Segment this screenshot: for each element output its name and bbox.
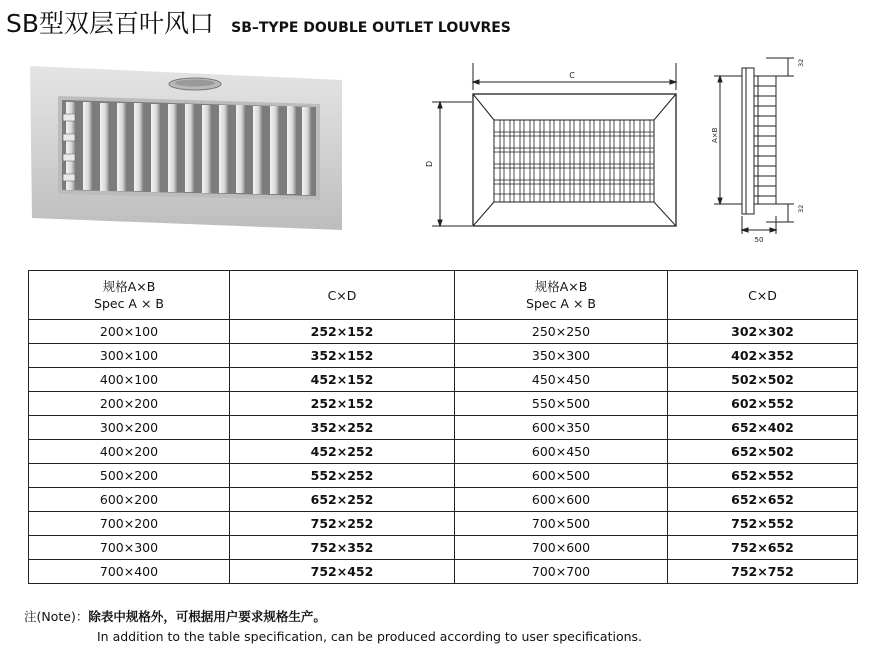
table-cell: 550×500	[455, 392, 668, 416]
side-view-drawing	[700, 56, 810, 246]
front-view-drawing	[424, 60, 694, 240]
table-cell: 600×450	[455, 440, 668, 464]
table-cell: 652×252	[230, 488, 455, 512]
header-spec-left	[29, 271, 230, 320]
dim-d-label: D	[425, 160, 434, 167]
table-cell: 752×452	[230, 560, 455, 584]
table-cell: 300×200	[29, 416, 230, 440]
dim-depth-label: 50	[754, 236, 764, 244]
page-title	[6, 4, 511, 40]
table-cell: 700×600	[455, 536, 668, 560]
table-cell: 700×300	[29, 536, 230, 560]
table-cell: 600×350	[455, 416, 668, 440]
table-cell: 400×100	[29, 368, 230, 392]
table-cell: 700×500	[455, 512, 668, 536]
header-spec-left-en: Spec A × B	[94, 296, 164, 311]
header-cxd-left: C×D	[230, 271, 455, 320]
table-cell: 300×100	[29, 344, 230, 368]
table-cell: 752×352	[230, 536, 455, 560]
dim-bottom-label: 32	[797, 204, 805, 213]
table-cell: 252×152	[230, 320, 455, 344]
table-cell: 352×252	[230, 416, 455, 440]
table-row	[29, 320, 858, 344]
table-cell: 502×502	[668, 368, 858, 392]
table-row	[29, 368, 858, 392]
dim-axb-label: A×B	[711, 127, 719, 143]
table-cell: 652×502	[668, 440, 858, 464]
table-cell: 402×352	[668, 344, 858, 368]
dim-c-label: C	[569, 71, 575, 80]
table-cell: 600×600	[455, 488, 668, 512]
table-cell: 350×300	[455, 344, 668, 368]
header-spec-right-en: Spec A × B	[526, 296, 596, 311]
table-cell: 500×200	[29, 464, 230, 488]
table-cell: 450×450	[455, 368, 668, 392]
table-header-row	[29, 271, 858, 320]
title-chinese: SB型双层百叶风口	[6, 9, 215, 38]
table-cell: 452×252	[230, 440, 455, 464]
table-cell: 200×200	[29, 392, 230, 416]
table-cell: 652×652	[668, 488, 858, 512]
header-spec-right	[455, 271, 668, 320]
header-spec-left-cn: 规格A×B	[102, 279, 156, 294]
table-cell: 700×400	[29, 560, 230, 584]
table-row	[29, 512, 858, 536]
table-cell: 652×552	[668, 464, 858, 488]
spec-table	[28, 270, 858, 584]
table-cell: 600×200	[29, 488, 230, 512]
table-cell: 252×152	[230, 392, 455, 416]
table-cell: 400×200	[29, 440, 230, 464]
table-cell: 700×200	[29, 512, 230, 536]
table-cell: 752×752	[668, 560, 858, 584]
product-photo	[30, 66, 342, 230]
note-english: In addition to the table specification, can be produced according to user specifications.	[97, 629, 643, 644]
table-row	[29, 416, 858, 440]
table-cell: 200×100	[29, 320, 230, 344]
table-cell: 352×152	[230, 344, 455, 368]
table-cell: 752×552	[668, 512, 858, 536]
table-row	[29, 536, 858, 560]
table-cell: 600×500	[455, 464, 668, 488]
table-row	[29, 560, 858, 584]
table-cell: 752×252	[230, 512, 455, 536]
table-row	[29, 440, 858, 464]
table-cell: 752×652	[668, 536, 858, 560]
header-spec-right-cn: 规格A×B	[534, 279, 588, 294]
table-cell: 700×700	[455, 560, 668, 584]
table-row	[29, 392, 858, 416]
header-cxd-right: C×D	[668, 271, 858, 320]
table-cell: 552×252	[230, 464, 455, 488]
table-cell: 602×552	[668, 392, 858, 416]
dim-top-label: 32	[797, 58, 805, 67]
title-english: SB–TYPE DOUBLE OUTLET LOUVRES	[231, 20, 511, 36]
table-cell: 302×302	[668, 320, 858, 344]
table-row	[29, 464, 858, 488]
table-row	[29, 344, 858, 368]
table-row	[29, 488, 858, 512]
table-cell: 452×152	[230, 368, 455, 392]
table-cell: 652×402	[668, 416, 858, 440]
footnote	[24, 607, 642, 647]
table-cell: 250×250	[455, 320, 668, 344]
note-label: 注(Note)：	[24, 609, 89, 624]
note-chinese: 除表中规格外，可根据用户要求规格生产。	[88, 609, 326, 624]
